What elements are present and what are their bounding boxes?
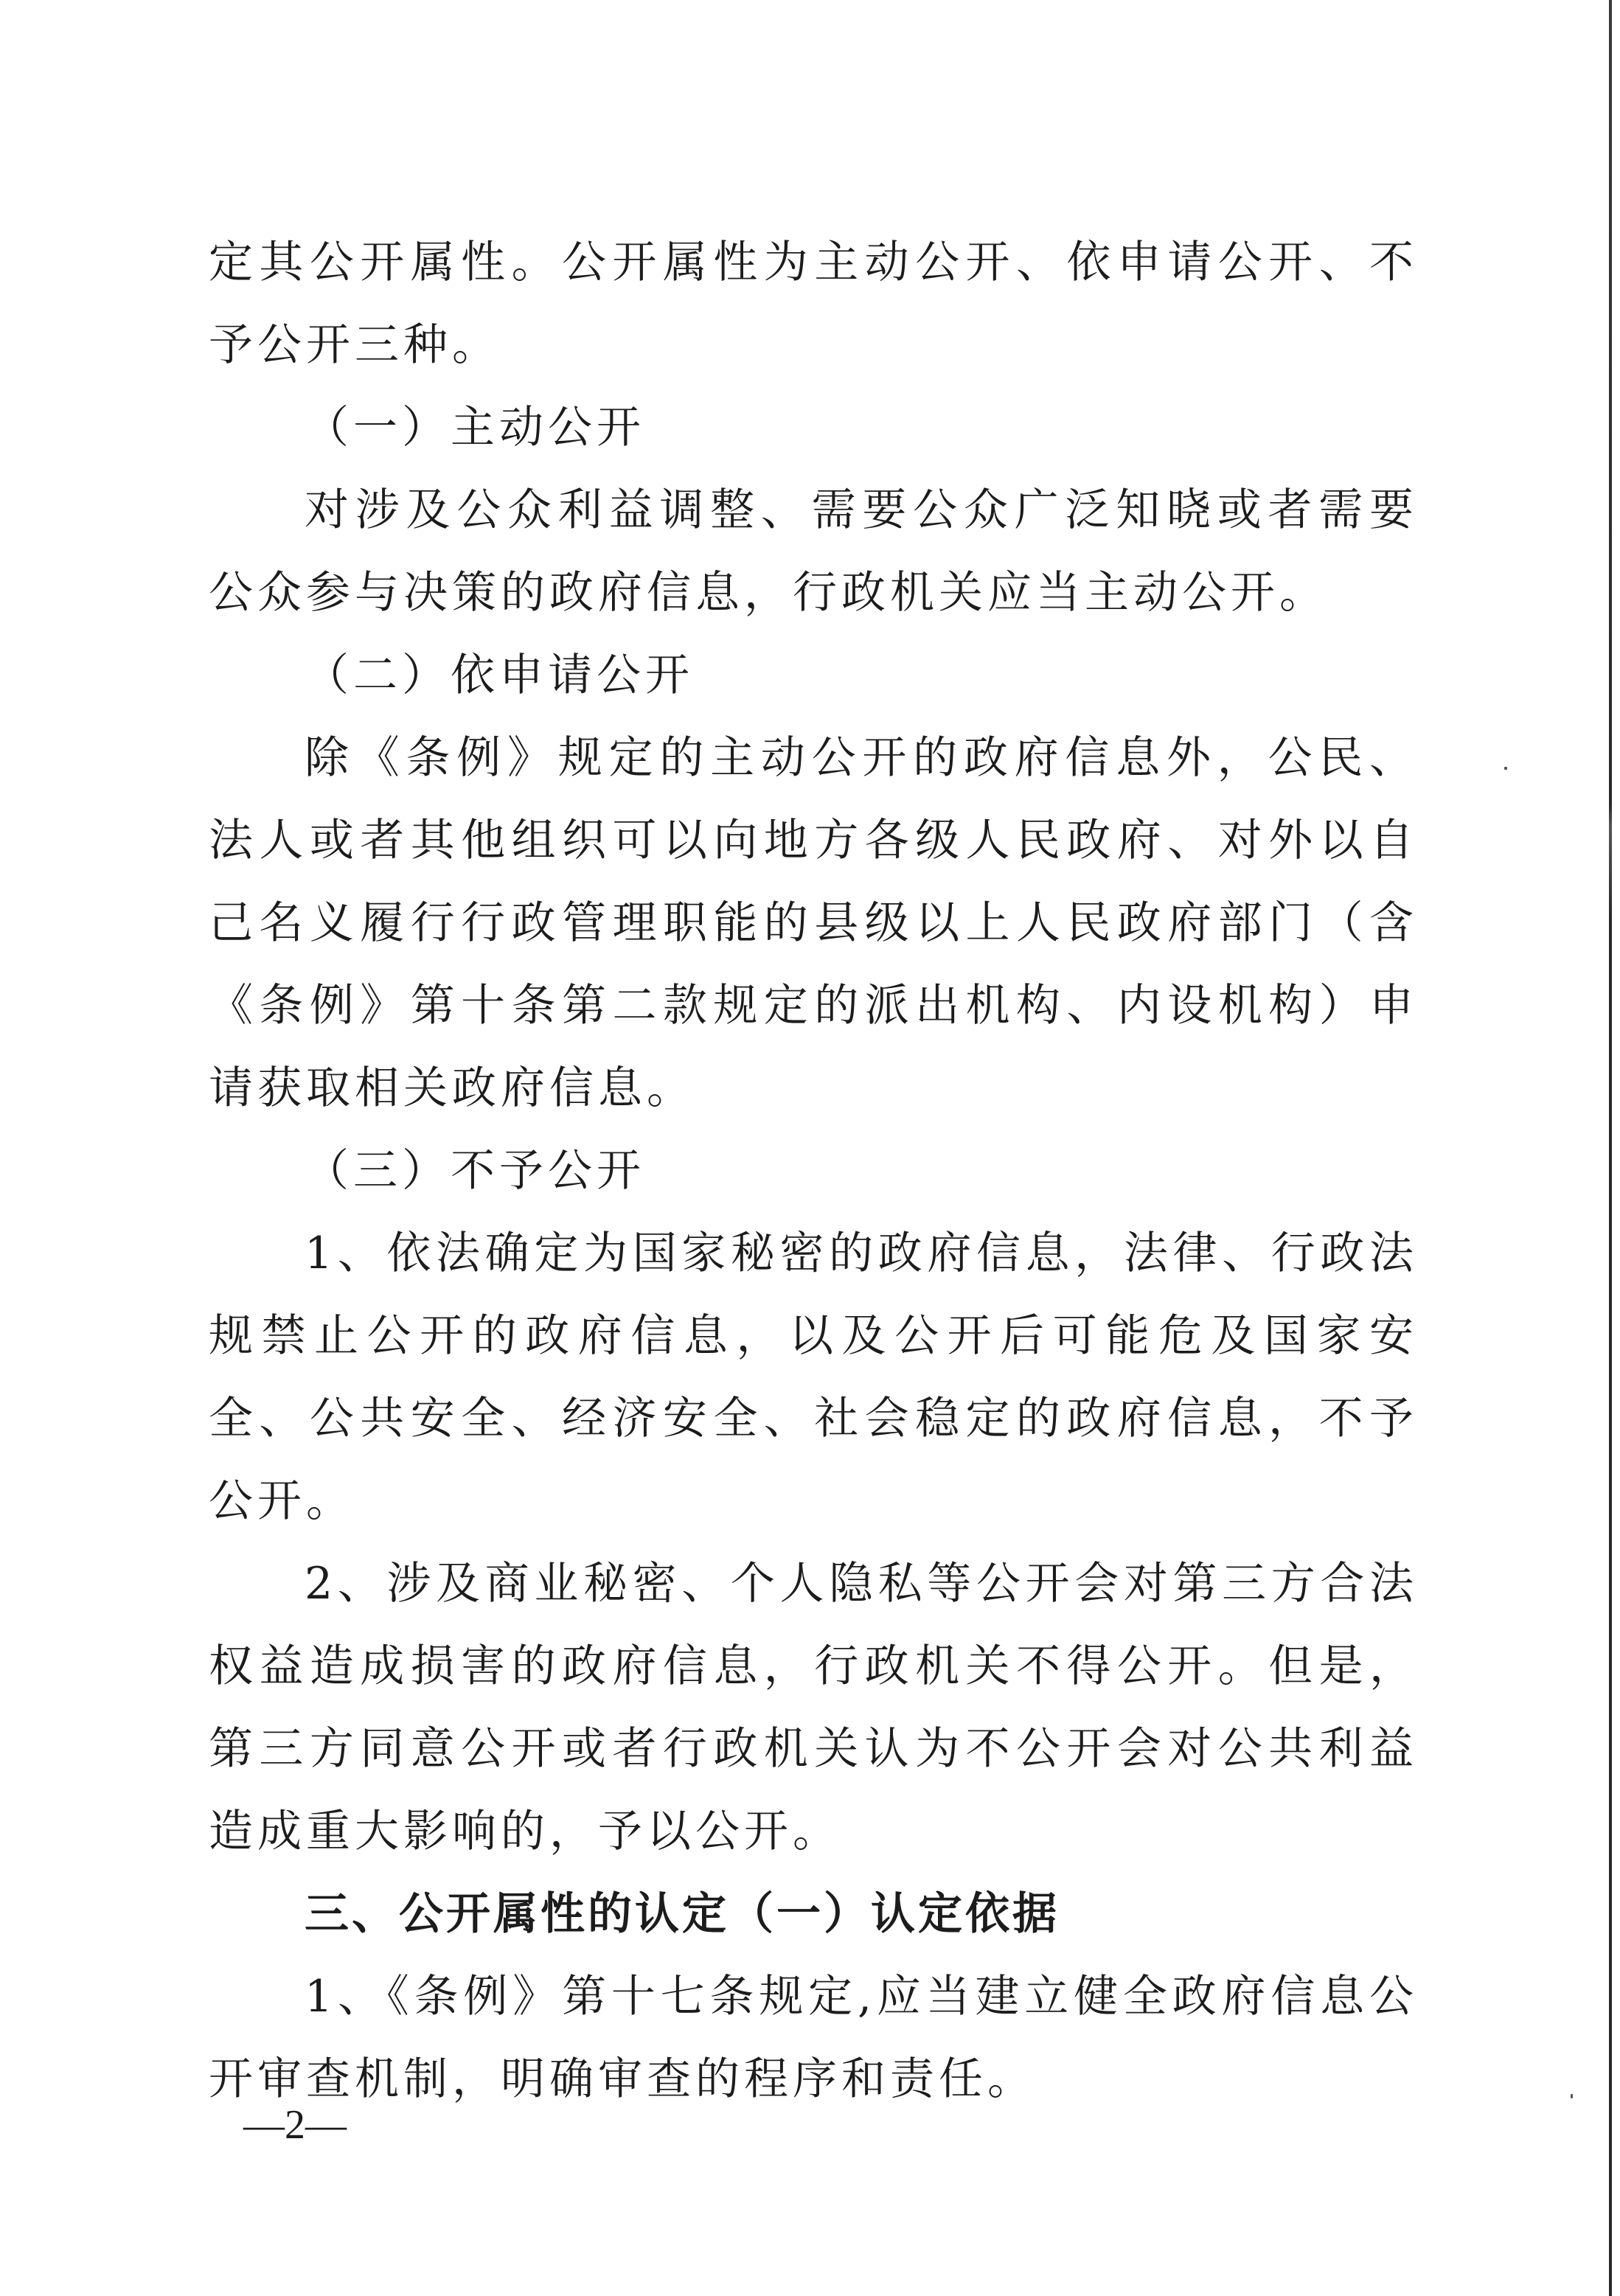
scan-speck: [1504, 767, 1507, 770]
chapter-heading-attribute-determination: 三、公开属性的认定（一）认定依据: [305, 1888, 1060, 1940]
paragraph-determination-basis-1: 1、《条例》第十七条规定,应当建立健全政府信息公开审查机制，明确审查的程序和责任。: [209, 1971, 1418, 2105]
section-heading-active-disclosure: （一）主动公开: [305, 402, 645, 453]
section-heading-request-disclosure: （二）依申请公开: [305, 650, 694, 701]
paragraph-active-disclosure: 对涉及公众利益调整、需要公众广泛知晓或者需要公众参与决策的政府信息，行政机关应当主动公开。: [209, 484, 1418, 619]
section-heading-non-disclosure: （三）不予公开: [305, 1145, 645, 1197]
scan-binding-edge: [1609, 0, 1612, 2296]
paragraph-continuation: 定其公开属性。公开属性为主动公开、依申请公开、不予公开三种。: [209, 237, 1418, 371]
scan-speck: [1571, 2094, 1573, 2098]
paragraph-non-disclosure-2: 2、涉及商业秘密、个人隐私等公开会对第三方合法权益造成损害的政府信息，行政机关不得公开。但是，第三方同意公开或者行政机关认为不公开会对公共利益造成重大影响的，予以公开。: [209, 1558, 1418, 1857]
page-number: —2—: [243, 2102, 347, 2148]
body-text: [209, 221, 1418, 2121]
paragraph-request-disclosure: 除《条例》规定的主动公开的政府信息外，公民、法人或者其他组织可以向地方各级人民政府、对外以自己名义履行行政管理职能的县级以上人民政府部门（含《条例》第十条第二款规定的派出机构、内设机构）申请获取相关政府信息。: [209, 732, 1418, 1114]
paragraph-non-disclosure-1: 1、依法确定为国家秘密的政府信息，法律、行政法规禁止公开的政府信息，以及公开后可能危及国家安全、公共安全、经济安全、社会稳定的政府信息，不予公开。: [209, 1228, 1418, 1527]
